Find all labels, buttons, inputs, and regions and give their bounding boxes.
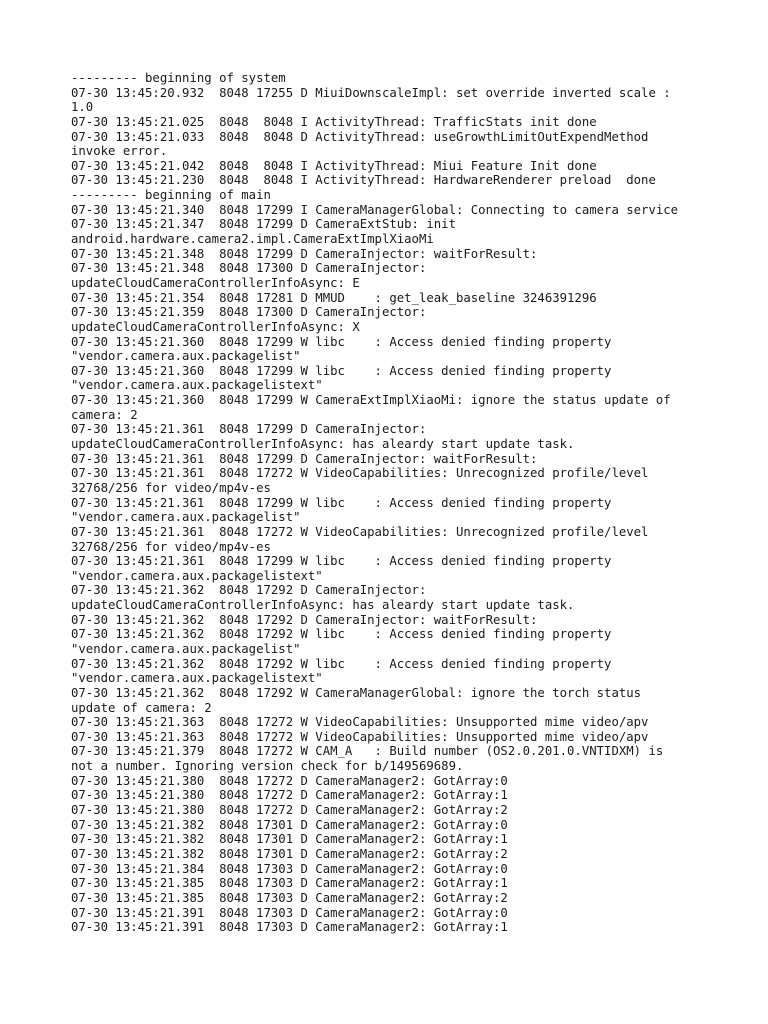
log-line: 07-30 13:45:21.391 8048 17303 D CameraManager2: GotArray:1 — [71, 920, 508, 935]
log-line: 07-30 13:45:21.361 8048 17272 W VideoCapabilities: Unrecognized profile/level — [71, 524, 649, 539]
log-line: "vendor.camera.aux.packagelist" — [71, 349, 301, 364]
log-line: 07-30 13:45:21.025 8048 8048 I ActivityThread: TrafficStats init done — [71, 114, 597, 129]
log-line: 07-30 13:45:21.361 8048 17299 W libc : Access denied finding property — [71, 554, 612, 569]
log-line: 07-30 13:45:21.363 8048 17272 W VideoCapabilities: Unsupported mime video/apv — [71, 729, 649, 744]
log-line: "vendor.camera.aux.packagelistext" — [71, 568, 323, 583]
log-line: "vendor.camera.aux.packagelist" — [71, 641, 301, 656]
log-line: 07-30 13:45:21.362 8048 17292 D CameraInjector: waitForResult: — [71, 612, 538, 627]
log-line: invoke error. — [71, 144, 168, 159]
log-line: 07-30 13:45:21.354 8048 17281 D MMUD : get_leak_baseline 3246391296 — [71, 290, 597, 305]
log-line: 07-30 13:45:20.932 8048 17255 D MiuiDownscaleImpl: set override inverted scale : — [71, 85, 671, 100]
log-line: "vendor.camera.aux.packagelistext" — [71, 671, 323, 686]
log-line: 07-30 13:45:21.033 8048 8048 D ActivityThread: useGrowthLimitOutExpendMethod — [71, 129, 649, 144]
log-line: 07-30 13:45:21.360 8048 17299 W CameraExtImplXiaoMi: ignore the status update of — [71, 393, 671, 408]
log-line: 07-30 13:45:21.379 8048 17272 W CAM_A : Build number (OS2.0.201.0.VNTIDXM) is — [71, 744, 664, 759]
log-line: android.hardware.camera2.impl.CameraExtImplXiaoMi — [71, 232, 434, 247]
log-line: 07-30 13:45:21.382 8048 17301 D CameraManager2: GotArray:2 — [71, 846, 508, 861]
log-line: 07-30 13:45:21.348 8048 17299 D CameraInjector: waitForResult: — [71, 246, 538, 261]
log-line: 07-30 13:45:21.361 8048 17299 W libc : Access denied finding property — [71, 495, 612, 510]
log-line: 07-30 13:45:21.382 8048 17301 D CameraManager2: GotArray:0 — [71, 817, 508, 832]
log-line: 07-30 13:45:21.384 8048 17303 D CameraManager2: GotArray:0 — [71, 861, 508, 876]
log-line: camera: 2 — [71, 407, 138, 422]
log-line: 07-30 13:45:21.391 8048 17303 D CameraManager2: GotArray:0 — [71, 905, 508, 920]
log-line: 07-30 13:45:21.361 8048 17272 W VideoCapabilities: Unrecognized profile/level — [71, 466, 649, 481]
log-line: 07-30 13:45:21.385 8048 17303 D CameraManager2: GotArray:2 — [71, 890, 508, 905]
log-line: 07-30 13:45:21.362 8048 17292 W libc : Access denied finding property — [71, 627, 612, 642]
log-line: 07-30 13:45:21.359 8048 17300 D CameraInjector: — [71, 305, 427, 320]
log-line: 07-30 13:45:21.361 8048 17299 D CameraInjector: — [71, 422, 427, 437]
log-line: 07-30 13:45:21.360 8048 17299 W libc : Access denied finding property — [71, 334, 612, 349]
log-line: 07-30 13:45:21.361 8048 17299 D CameraInjector: waitForResult: — [71, 451, 538, 466]
log-line: updateCloudCameraControllerInfoAsync: has aleardy start update task. — [71, 598, 575, 613]
log-line: 07-30 13:45:21.362 8048 17292 W libc : Access denied finding property — [71, 656, 612, 671]
log-line: 07-30 13:45:21.362 8048 17292 D CameraInjector: — [71, 583, 427, 598]
log-line: 32768/256 for video/mp4v-es — [71, 539, 271, 554]
log-line: update of camera: 2 — [71, 700, 212, 715]
log-line: "vendor.camera.aux.packagelist" — [71, 510, 301, 525]
log-line: updateCloudCameraControllerInfoAsync: has aleardy start update task. — [71, 437, 575, 452]
log-line: --------- beginning of main — [71, 188, 271, 203]
log-line: 07-30 13:45:21.230 8048 8048 I ActivityThread: HardwareRenderer preload done — [71, 173, 656, 188]
log-line: 07-30 13:45:21.340 8048 17299 I CameraManagerGlobal: Connecting to camera service — [71, 202, 679, 217]
log-line: 07-30 13:45:21.042 8048 8048 I ActivityThread: Miui Feature Init done — [71, 158, 597, 173]
log-line: 07-30 13:45:21.385 8048 17303 D CameraManager2: GotArray:1 — [71, 876, 508, 891]
log-line: 07-30 13:45:21.347 8048 17299 D CameraExtStub: init — [71, 217, 456, 232]
log-line: "vendor.camera.aux.packagelistext" — [71, 378, 323, 393]
log-line: 07-30 13:45:21.380 8048 17272 D CameraManager2: GotArray:0 — [71, 773, 508, 788]
log-line: 07-30 13:45:21.380 8048 17272 D CameraManager2: GotArray:1 — [71, 788, 508, 803]
log-line: updateCloudCameraControllerInfoAsync: E — [71, 275, 360, 290]
log-line: 1.0 — [71, 100, 94, 115]
log-line: 07-30 13:45:21.380 8048 17272 D CameraManager2: GotArray:2 — [71, 803, 508, 818]
log-line: 07-30 13:45:21.348 8048 17300 D CameraInjector: — [71, 261, 427, 276]
log-line: --------- beginning of system — [71, 71, 286, 85]
log-line: not a number. Ignoring version check for b/149569689. — [71, 759, 464, 774]
log-text-block — [71, 71, 711, 935]
log-line: updateCloudCameraControllerInfoAsync: X — [71, 319, 360, 334]
log-line: 07-30 13:45:21.363 8048 17272 W VideoCapabilities: Unsupported mime video/apv — [71, 715, 649, 730]
log-line: 32768/256 for video/mp4v-es — [71, 480, 271, 495]
log-line: 07-30 13:45:21.360 8048 17299 W libc : Access denied finding property — [71, 363, 612, 378]
log-line: 07-30 13:45:21.382 8048 17301 D CameraManager2: GotArray:1 — [71, 832, 508, 847]
log-line: 07-30 13:45:21.362 8048 17292 W CameraManagerGlobal: ignore the torch status — [71, 685, 642, 700]
